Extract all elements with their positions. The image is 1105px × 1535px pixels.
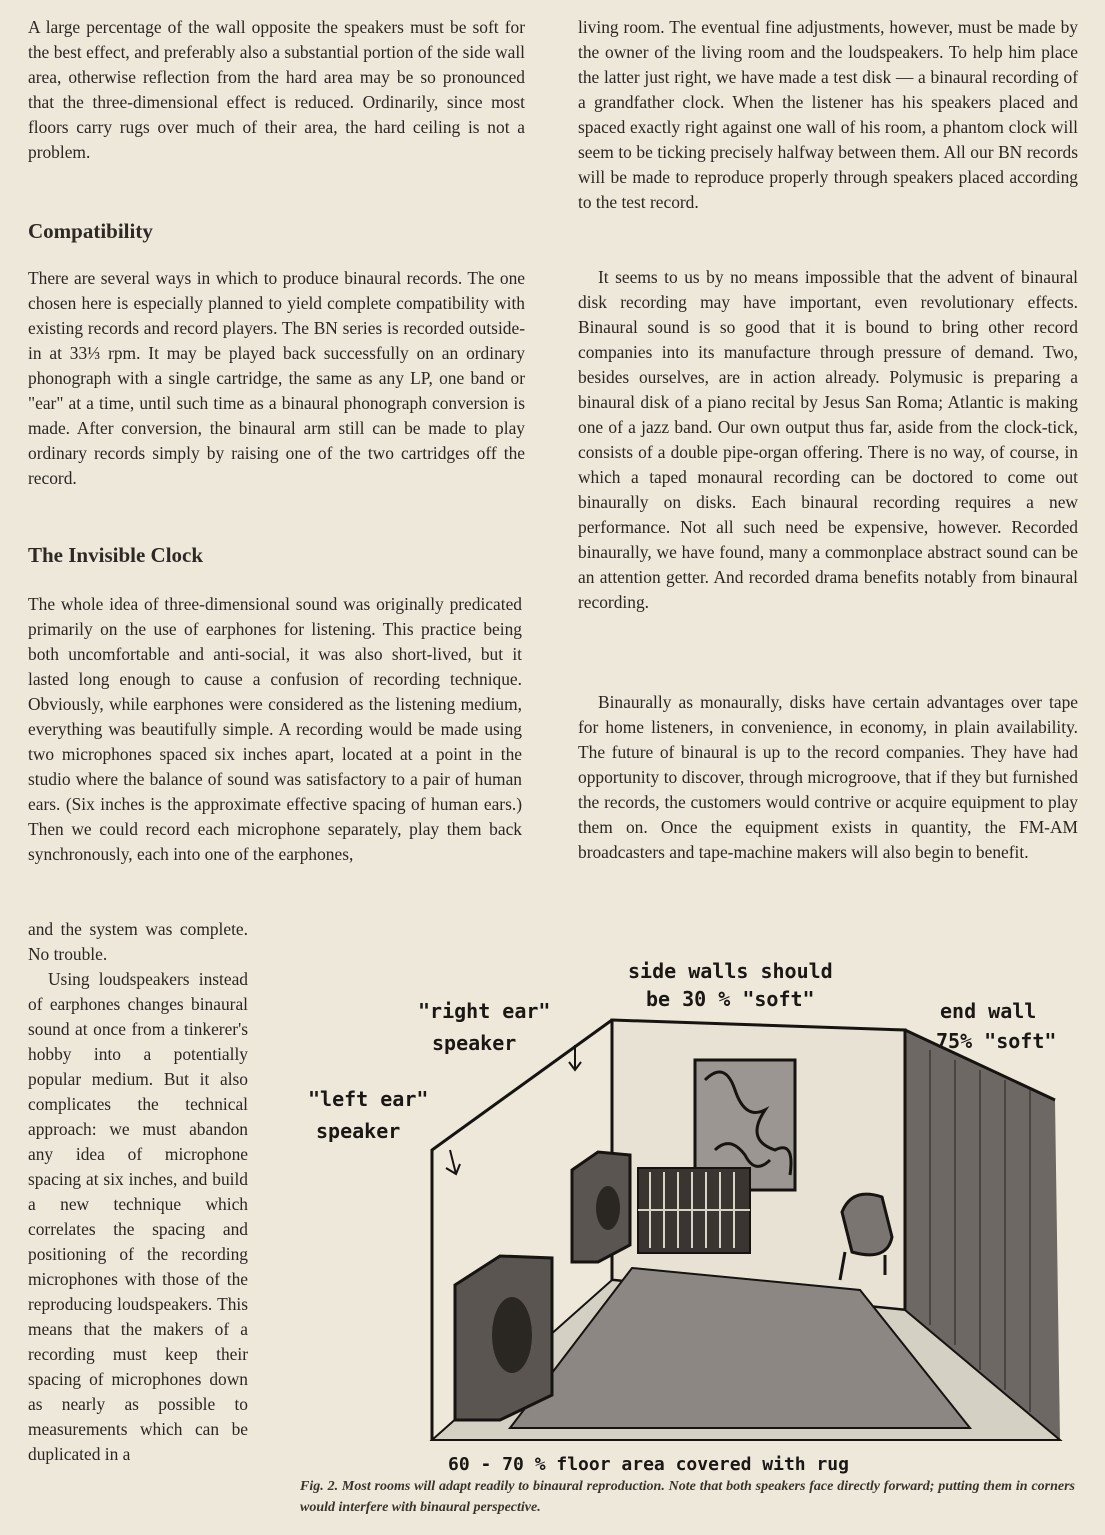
label-left-ear-line1: "left ear" [308,1087,429,1111]
paragraph-wall-softness: A large percentage of the wall opposite the speakers must be soft for the best effect, and preferably also a substantial portion of the side wall area, otherwise reflection from the hard area may be so pronounced that the three-dimensional effect is reduced. Ordinarily, since most floors carry rugs over much of their area, the hard ceiling is not a problem. [28,17,525,162]
paragraph-invisible-clock-tail: and the system was complete. No trouble. [28,919,248,964]
label-end-wall-line1: end wall [940,999,1037,1023]
label-end-wall-line2: 75% "soft" [936,1029,1057,1053]
armchair [842,1194,892,1255]
paragraph-revolutionary: It seems to us by no means impossible that the advent of binaural disk recording may have important, even revolutionary effects. Binaural sound is so good that it is bound to bring other record companies into its manufacture through pressure of demand. Two, besides ourselves, are in action already. Polymusic is preparing a binaural disk of a piano recital by Jesus San Roma; Atlantic is making one of a jazz band. Our own output thus far, aside from the clock-tick, consists of a double pipe-organ offering. There is no way, of course, in which a taped monaural recording can be doctored to come out binaurally on disks. Each binaural recording requires a new performance. Not all such need be expensive, however. Recorded binaurally, we have found, many a commonplace abstract sound can be an attention getter. And recorded drama benefits notably from binaural recording. [578,267,1078,612]
label-side-walls-line2: be 30 % "soft" [646,987,815,1011]
paragraph-invisible-clock: The whole idea of three-dimensional sound was originally predicated primarily on the use of earphones for listening. This practice being both uncomfortable and anti-social, it was also short-lived, but it lasted long enough to cause a confusion of recording technique. Obviously, while earphones were considered as the listening medium, everything was beautifully simple. A recording would be made using two microphones spaced six inches apart, located at a point in the studio where the balance of sound was satisfactory to a pair of human ears. (Six inches is the approximate effective spacing of human ears.) Then we could record each microphone separately, play them back synchronously, each into one of the earphones, [28,594,522,864]
figure-caption: Fig. 2. Most rooms will adapt readily to binaural reproduction. Note that both speakers face directly forward; putting them in corners would interfere with binaural perspective. [300,1479,1075,1515]
paragraph-compatibility: There are several ways in which to produce binaural records. The one chosen here is especially planned to yield complete compatibility with existing records and record players. The BN series is recorded outside-in at 33⅓ rpm. It may be played back successfully on an ordinary phonograph with a single cartridge, the same as any LP, one band or "ear" at a time, until such time as a binaural phonograph conversion is made. After conversion, the binaural arm still can be made to play ordinary records simply by raising one of the two cartridges off the record. [28,268,525,488]
heading-invisible-clock: The Invisible Clock [28,543,204,567]
label-floor-rug: 60 - 70 % floor area covered with rug [448,1454,849,1475]
paragraph-living-room: living room. The eventual fine adjustments, however, must be made by the owner of the living room and the loudspeakers. To help him place the latter just right, we have made a test disk — a binaural recording of a grandfather clock. When the listener has his speakers placed and spaced exactly right against one wall of his room, a phantom clock will seem to be ticking precisely halfway between them. All our BN records will be made to reproduce properly through speakers placed according to the test record. [578,17,1078,212]
paragraph-disks-vs-tape: Binaurally as monaurally, disks have certain advantages over tape for home listeners, in convenience, in economy, in plain availability. The future of binaural is up to the record companies. They have had opportunity to discover, through microgroove, that if they but furnished the records, the customers would contrive or acquire equipment to play them on. Once the equipment exists in quantity, the FM-AM broadcasters and tape-machine makers will also begin to benefit. [578,692,1078,862]
room-illustration [300,955,1100,1480]
label-right-ear-line1: "right ear" [418,999,551,1023]
heading-compatibility: Compatibility [28,219,153,243]
label-left-ear-line2: speaker [316,1119,401,1143]
label-side-walls-line1: side walls should [628,959,833,983]
arrow-left-ear-icon [446,1150,460,1174]
paragraph-loudspeakers: Using loudspeakers instead of earphones changes binaural sound at once from a tinkerer's hobby into a potentially popular medium. But it also complicates the technical approach: we must abandon any idea of microphone spacing at six inches, and build a new technique which correlates the spacing and positioning of the recording microphones with those of the reproducing loudspeakers. This means that the makers of a recording must keep their spacing of microphones down as nearly as possible to measurements which can be duplicated in a [28,969,248,1464]
label-right-ear-line2: speaker [432,1031,517,1055]
